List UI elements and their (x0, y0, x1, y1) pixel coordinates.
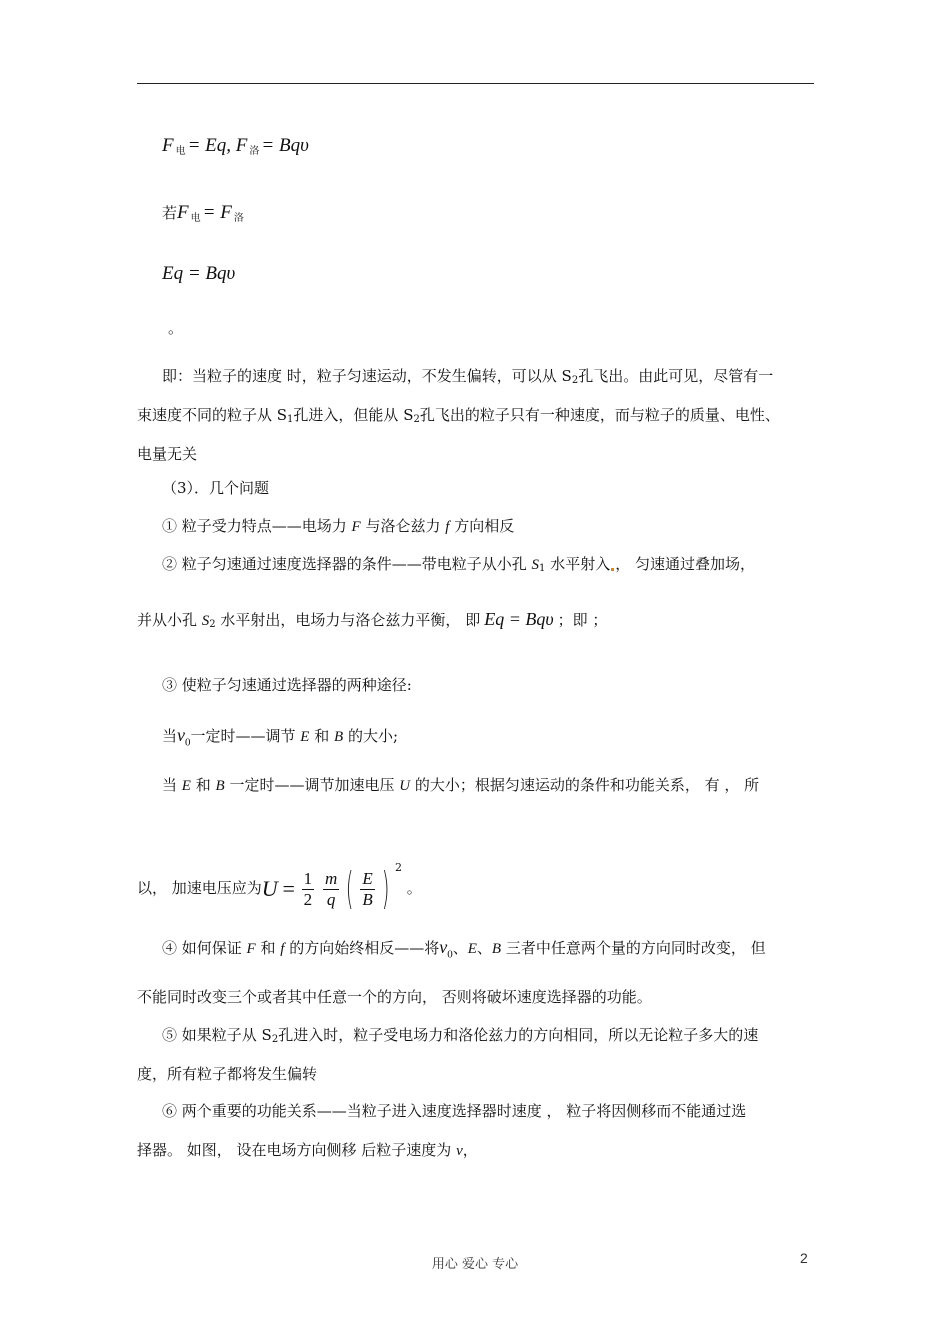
item-6-line1: ⑥ 两个重要的功能关系——当粒子进入速度选择器时速度 ， 粒子将因侧移而不能通过选 (162, 1102, 747, 1120)
item-1: ① 粒子受力特点——电场力 F 与洛仑兹力 f 方向相反 (162, 517, 515, 535)
left-paren: ( (345, 863, 354, 914)
paragraph-line: 束速度不同的粒子从 S1孔进入，但能从 S2孔飞出的粒子只有一种速度，而与粒子的质量、电性、 (137, 406, 780, 425)
item-3-heading: ③ 使粒子匀速通过选择器的两种途径: (162, 676, 412, 694)
right-paren: ) (381, 863, 390, 914)
item-2-line2: 并从小孔 S2 水平射出，电场力与洛仑兹力平衡， 即 Eq = Bqυ ；即 ； (137, 609, 608, 630)
formula-balance: Eq = Bqυ (162, 263, 236, 284)
item-4-line1: ④ 如何保证 F 和 f 的方向始终相反——将$v_0$、E、B 三者中任意两个量的方向同时改变， 但 (162, 937, 766, 961)
fraction-m-over-q: $\frac{m}{q}$ (324, 868, 338, 909)
paragraph-line: 即：当粒子的速度 时，粒子匀速运动，不发生偏转，可以从 S2孔飞出。由此可见，尽管有一 (162, 367, 774, 386)
fraction-half: $\frac{1}{2}$ (303, 868, 313, 909)
item-3-lineA: 当$v_0$一定时——调节 E 和 B 的大小; (162, 725, 399, 749)
item-4-line2: 不能同时改变三个或者其中任意一个的方向， 否则将破坏速度选择器的功能。 (137, 988, 652, 1006)
item-3-lineC: 以， 加速电压应为U = $\frac{1}{2}$ $\frac{m}{q}$ ( $\frac{E}{B}$ ) $^2$ 。 (137, 861, 422, 914)
item-3-lineB: 当 E 和 B 一定时——调节加速电压 U 的大小；根据匀速运动的条件和功能关系， 有 ， 所 (162, 776, 760, 794)
item-5-line1: ⑤ 如果粒子从 S2孔进入时，粒子受电场力和洛伦兹力的方向相同，所以无论粒子多大的速 (162, 1026, 759, 1045)
formula-period: 。 (168, 319, 184, 337)
marker-dot (611, 568, 614, 571)
item-2-line1: ② 粒子匀速通过速度选择器的条件——带电粒子从小孔 S1 水平射入 ， 匀速通过叠加场， (162, 555, 755, 574)
fraction-e-over-b: $\frac{E}{B}$ (362, 868, 373, 909)
section-heading: （3）．几个问题 (162, 479, 270, 497)
paragraph-line: 电量无关 (137, 445, 198, 463)
header-rule (137, 83, 814, 84)
formula-forces: F $_电$ = Eq, F $_洛$ = Bqυ (162, 135, 309, 157)
page-number: 2 (800, 1250, 808, 1266)
page-footer: 用心 爱心 专心 (431, 1257, 519, 1272)
item-6-line2: 择器。 如图， 设在电场方向侧移 后粒子速度为 v， (137, 1141, 478, 1159)
item-5-line2: 度，所有粒子都将发生偏转 (137, 1065, 318, 1083)
formula-if-equal: 若F $_电$ = F $_洛$ (162, 202, 244, 224)
